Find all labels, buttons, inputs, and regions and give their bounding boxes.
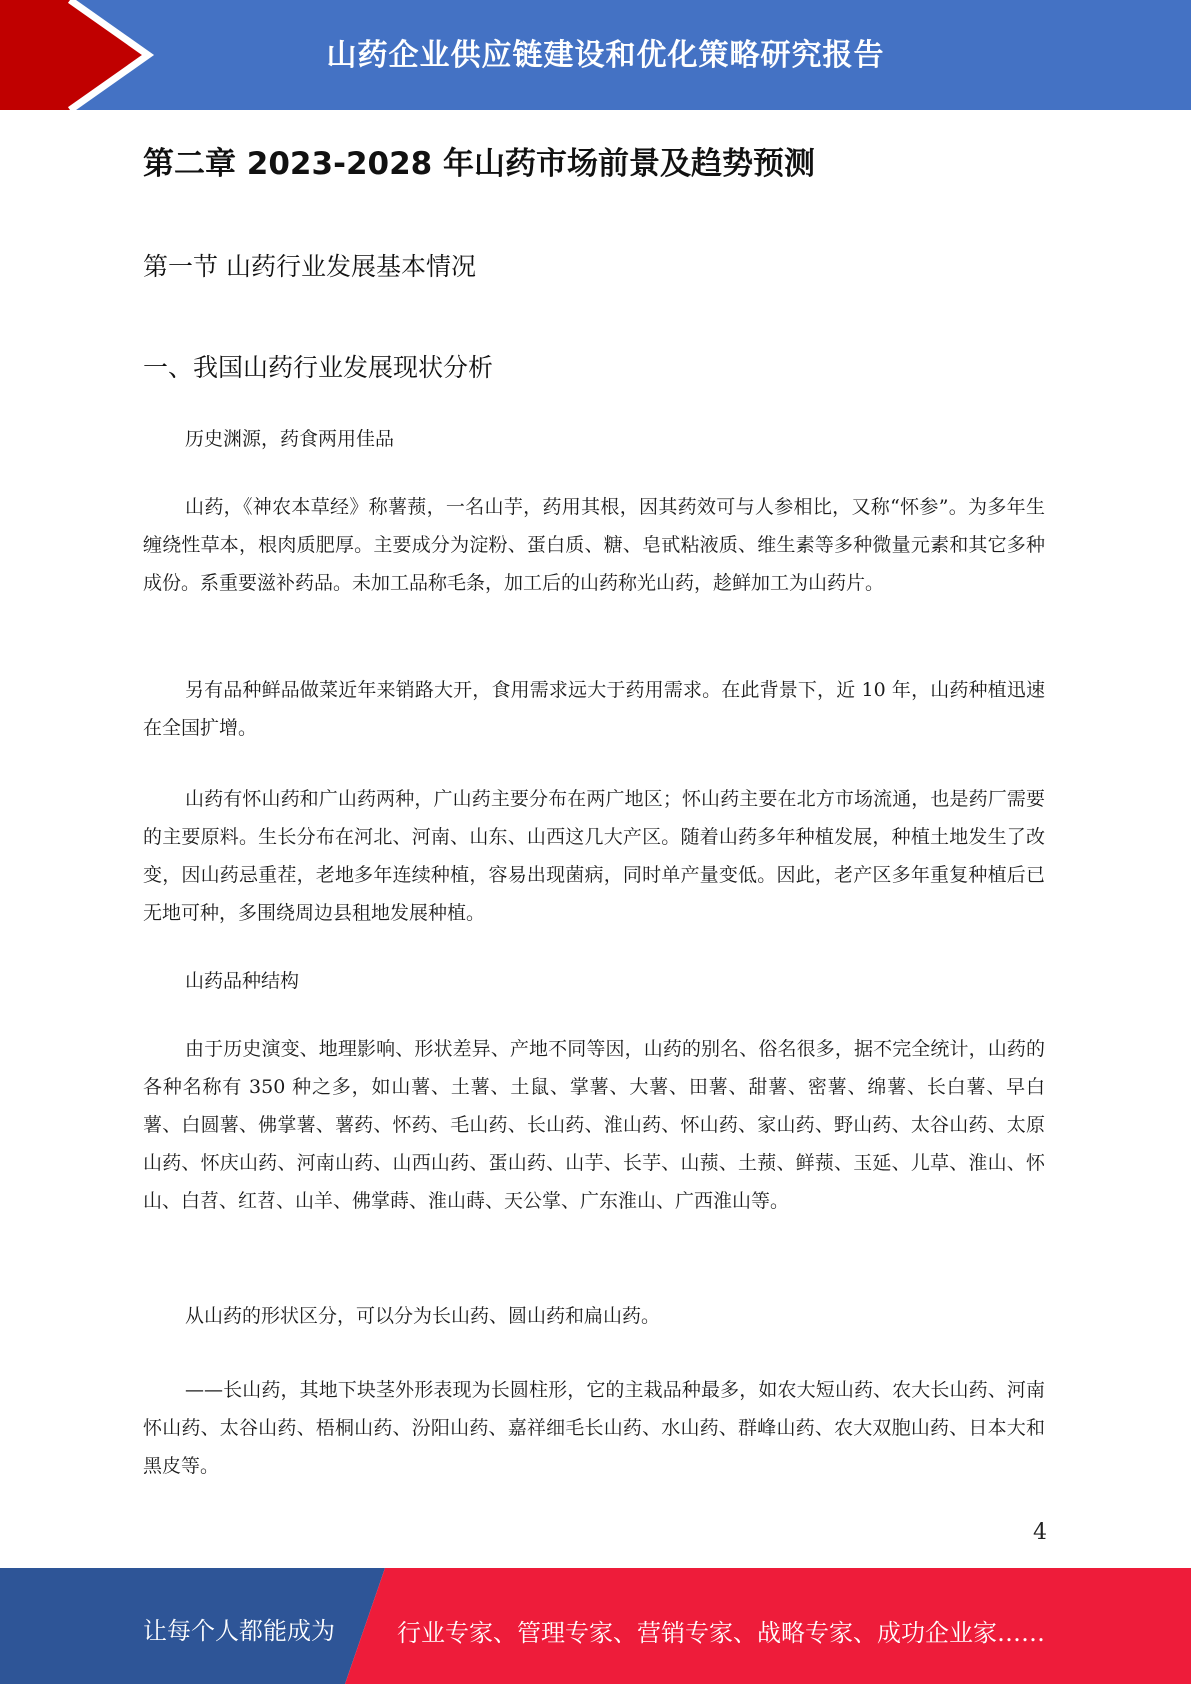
section-title: 第一节 山药行业发展基本情况: [143, 252, 476, 281]
chapter-title: 第二章 2023-2028 年山药市场前景及趋势预测: [143, 146, 816, 182]
paragraph-heading-structure: 山药品种结构: [185, 970, 300, 992]
footer-banner: [0, 1568, 1191, 1684]
header-banner: [0, 0, 1191, 110]
paragraph-shapes: 从山药的形状区分，可以分为长山药、圆山药和扁山药。: [185, 1305, 661, 1327]
paragraph-heading-history: 历史渊源，药食两用佳品: [185, 428, 395, 450]
paragraph-intro: 山药，《神农本草经》称薯蓣，一名山芋，药用其根，因其药效可与人参相比，又称“怀参”。为多年生缠绕性草本，根肉质肥厚。主要成分为淀粉、蛋白质、糖、皂甙粘液质、维生素等多种微量元素和其它多种成份。系重要滋补药品。未加工品称毛条，加工后的山药称光山药，趁鲜加工为山药片。: [143, 496, 1045, 594]
paragraph-long-yam: ——长山药，其地下块茎外形表现为长圆柱形，它的主栽品种最多，如农大短山药、农大长山药、河南怀山药、太谷山药、梧桐山药、汾阳山药、嘉祥细毛长山药、水山药、群峰山药、农大双胞山药、日本大和黑皮等。: [143, 1379, 1045, 1477]
paragraph-varieties: 山药有怀山药和广山药两种，广山药主要分布在两广地区；怀山药主要在北方市场流通，也是药厂需要的主要原料。生长分布在河北、河南、山东、山西这几大产区。随着山药多年种植发展，种植土地发生了改变，因山药忌重茬，老地多年连续种植，容易出现菌病，同时单产量变低。因此，老产区多年重复种植后已无地可种，多围绕周边县租地发展种植。: [143, 788, 1045, 924]
paragraph-names: 由于历史演变、地理影响、形状差异、产地不同等因，山药的别名、俗名很多，据不完全统计，山药的各种名称有 350 种之多，如山薯、土薯、土鼠、掌薯、大薯、田薯、甜薯、密薯、绵薯、长白薯、早白薯、白圆薯、佛掌薯、薯药、怀药、毛山药、长山药、淮山药、怀山药、家山药、野山药、太谷山药、太原山药、怀庆山药、河南山药、山西山药、蛋山药、山芋、长芋、山蓣、土蓣、鲜蓣、玉延、儿草、淮山、怀山、白苕、红苕、山羊、佛掌蒔、淮山蒔、天公掌、广东淮山、广西淮山等。: [143, 1038, 1045, 1212]
footer-slogan-right: 行业专家、管理专家、营销专家、战略专家、成功企业家……: [397, 1619, 1045, 1647]
paragraph-demand: 另有品种鲜品做菜近年来销路大开，食用需求远大于药用需求。在此背景下，近 10 年，山药种植迅速在全国扩增。: [143, 679, 1045, 739]
report-title: 山药企业供应链建设和优化策略研究报告: [326, 38, 885, 73]
page-number: 4: [1033, 1520, 1047, 1545]
footer-slogan-left: 让每个人都能成为: [143, 1617, 335, 1645]
subsection-title: 一、我国山药行业发展现状分析: [143, 353, 494, 382]
